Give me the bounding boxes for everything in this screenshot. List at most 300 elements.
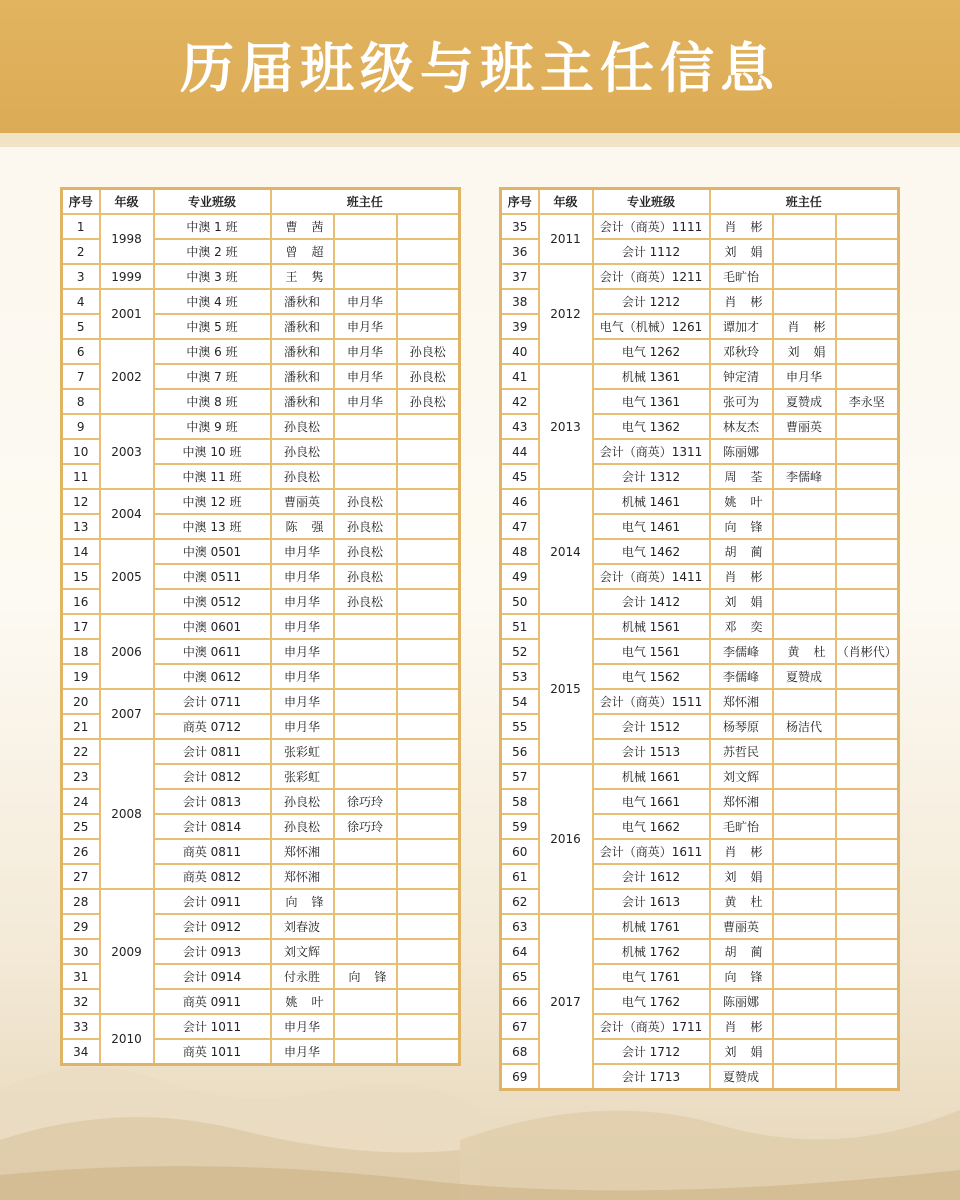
teacher-cell-3 <box>397 789 460 814</box>
teacher-cell-3: 孙良松 <box>397 364 460 389</box>
seq-cell: 3 <box>62 264 100 289</box>
teacher-cell-3 <box>397 739 460 764</box>
teacher-cell: 向锋 <box>710 964 773 989</box>
teacher-cell: 肖彬 <box>710 839 773 864</box>
teacher-cell-3: 孙良松 <box>397 339 460 364</box>
teacher-cell-2: 孙良松 <box>334 539 397 564</box>
class-cell: 会计 1112 <box>593 239 710 264</box>
class-table-right <box>499 187 900 1091</box>
seq-cell: 67 <box>501 1014 539 1039</box>
teacher-cell-3 <box>836 1039 899 1064</box>
teacher-cell-2: 申月华 <box>334 389 397 414</box>
teacher-cell-2: 向锋 <box>334 964 397 989</box>
seq-cell: 38 <box>501 289 539 314</box>
teacher-cell-3: 李永坚 <box>836 389 899 414</box>
teacher-cell: 肖彬 <box>710 289 773 314</box>
teacher-cell: 申月华 <box>271 689 334 714</box>
table-row <box>62 414 460 439</box>
class-cell: 会计 0913 <box>154 939 271 964</box>
table-row <box>501 264 899 289</box>
teacher-cell-2 <box>334 439 397 464</box>
teacher-cell-2 <box>773 564 836 589</box>
teacher-cell-3 <box>397 814 460 839</box>
class-cell: 商英 1011 <box>154 1039 271 1065</box>
class-cell: 电气 1362 <box>593 414 710 439</box>
grade-cell: 2016 <box>539 764 593 914</box>
grade-cell: 1999 <box>100 264 154 289</box>
teacher-cell-2 <box>773 1014 836 1039</box>
teacher-cell-2 <box>773 864 836 889</box>
seq-cell: 62 <box>501 889 539 914</box>
teacher-cell: 申月华 <box>271 639 334 664</box>
teacher-cell-3 <box>836 864 899 889</box>
teacher-cell-2: 孙良松 <box>334 514 397 539</box>
class-cell: 电气 1262 <box>593 339 710 364</box>
teacher-cell-2 <box>334 739 397 764</box>
teacher-cell: 钟定清 <box>710 364 773 389</box>
seq-cell: 69 <box>501 1064 539 1090</box>
seq-cell: 37 <box>501 264 539 289</box>
class-cell: 中澳 4 班 <box>154 289 271 314</box>
class-cell: 会计 1513 <box>593 739 710 764</box>
header-teacher: 班主任 <box>271 189 460 215</box>
class-cell: 电气 1762 <box>593 989 710 1014</box>
teacher-cell-2 <box>773 964 836 989</box>
seq-cell: 33 <box>62 1014 100 1039</box>
header-grade: 年级 <box>100 189 154 215</box>
teacher-cell: 张彩虹 <box>271 739 334 764</box>
teacher-cell: 孙良松 <box>271 439 334 464</box>
grade-cell: 2015 <box>539 614 593 764</box>
seq-cell: 41 <box>501 364 539 389</box>
teacher-cell-3 <box>397 489 460 514</box>
seq-cell: 59 <box>501 814 539 839</box>
teacher-cell: 郑怀湘 <box>710 689 773 714</box>
seq-cell: 60 <box>501 839 539 864</box>
seq-cell: 64 <box>501 939 539 964</box>
teacher-cell-2 <box>773 764 836 789</box>
table-row <box>62 339 460 364</box>
teacher-cell: 曾超 <box>271 239 334 264</box>
teacher-cell-3 <box>836 1064 899 1090</box>
teacher-cell-2 <box>773 814 836 839</box>
teacher-cell-2 <box>334 214 397 239</box>
seq-cell: 5 <box>62 314 100 339</box>
teacher-cell-2 <box>334 239 397 264</box>
seq-cell: 21 <box>62 714 100 739</box>
teacher-cell-3 <box>836 439 899 464</box>
class-cell: 会计（商英）1111 <box>593 214 710 239</box>
teacher-cell-3 <box>397 964 460 989</box>
class-cell: 会计 0711 <box>154 689 271 714</box>
teacher-cell-3 <box>397 664 460 689</box>
teacher-cell: 黄杜 <box>710 889 773 914</box>
teacher-cell-3 <box>397 414 460 439</box>
teacher-cell-3 <box>397 989 460 1014</box>
teacher-cell: 王隽 <box>271 264 334 289</box>
teacher-cell: 潘秋和 <box>271 364 334 389</box>
teacher-cell-3 <box>397 314 460 339</box>
seq-cell: 15 <box>62 564 100 589</box>
teacher-cell: 向锋 <box>710 514 773 539</box>
teacher-cell-3 <box>397 264 460 289</box>
teacher-cell: 刘娟 <box>710 239 773 264</box>
class-cell: 会计 1612 <box>593 864 710 889</box>
class-cell: 会计（商英）1511 <box>593 689 710 714</box>
teacher-cell: 孙良松 <box>271 464 334 489</box>
class-cell: 机械 1762 <box>593 939 710 964</box>
teacher-cell-2 <box>334 1039 397 1065</box>
seq-cell: 19 <box>62 664 100 689</box>
teacher-cell-3 <box>836 839 899 864</box>
class-cell: 会计 1312 <box>593 464 710 489</box>
teacher-cell-2 <box>773 1039 836 1064</box>
class-cell: 会计 0911 <box>154 889 271 914</box>
teacher-cell-3 <box>836 964 899 989</box>
grade-cell: 2002 <box>100 339 154 414</box>
teacher-cell-3 <box>836 564 899 589</box>
teacher-cell: 刘文辉 <box>710 764 773 789</box>
teacher-cell: 李儒峰 <box>710 639 773 664</box>
seq-cell: 53 <box>501 664 539 689</box>
seq-cell: 20 <box>62 689 100 714</box>
seq-cell: 27 <box>62 864 100 889</box>
teacher-cell: 陈丽娜 <box>710 439 773 464</box>
page-title: 历届班级与班主任信息 <box>180 37 780 100</box>
teacher-cell: 陈强 <box>271 514 334 539</box>
class-cell: 机械 1461 <box>593 489 710 514</box>
class-cell: 电气 1662 <box>593 814 710 839</box>
seq-cell: 17 <box>62 614 100 639</box>
teacher-cell-2 <box>334 664 397 689</box>
teacher-cell-3 <box>397 289 460 314</box>
class-cell: 电气（机械）1261 <box>593 314 710 339</box>
seq-cell: 2 <box>62 239 100 264</box>
header-teacher: 班主任 <box>710 189 899 215</box>
teacher-cell: 张彩虹 <box>271 764 334 789</box>
teacher-cell-2 <box>334 939 397 964</box>
seq-cell: 18 <box>62 639 100 664</box>
class-cell: 中澳 1 班 <box>154 214 271 239</box>
teacher-cell-2 <box>773 539 836 564</box>
teacher-cell-2 <box>334 914 397 939</box>
seq-cell: 13 <box>62 514 100 539</box>
class-cell: 中澳 2 班 <box>154 239 271 264</box>
teacher-cell-2 <box>773 889 836 914</box>
seq-cell: 55 <box>501 714 539 739</box>
teacher-cell-2 <box>334 264 397 289</box>
teacher-cell: 林友杰 <box>710 414 773 439</box>
teacher-cell-3 <box>836 939 899 964</box>
class-cell: 中澳 12 班 <box>154 489 271 514</box>
table-row <box>62 1014 460 1039</box>
class-cell: 商英 0811 <box>154 839 271 864</box>
class-cell: 会计 1011 <box>154 1014 271 1039</box>
seq-cell: 57 <box>501 764 539 789</box>
table-row <box>501 614 899 639</box>
teacher-cell-2: 徐巧玲 <box>334 789 397 814</box>
seq-cell: 26 <box>62 839 100 864</box>
class-cell: 会计（商英）1711 <box>593 1014 710 1039</box>
teacher-cell: 邓奕 <box>710 614 773 639</box>
seq-cell: 56 <box>501 739 539 764</box>
header-seq: 序号 <box>501 189 539 215</box>
teacher-cell-2 <box>334 989 397 1014</box>
class-cell: 机械 1561 <box>593 614 710 639</box>
teacher-cell: 刘春波 <box>271 914 334 939</box>
grade-cell: 2014 <box>539 489 593 614</box>
teacher-cell-2: 孙良松 <box>334 489 397 514</box>
teacher-cell-2 <box>334 464 397 489</box>
teacher-cell-3 <box>836 239 899 264</box>
teacher-cell-3 <box>836 714 899 739</box>
seq-cell: 11 <box>62 464 100 489</box>
teacher-cell: 郑怀湘 <box>271 839 334 864</box>
class-cell: 中澳 10 班 <box>154 439 271 464</box>
class-cell: 会计 1713 <box>593 1064 710 1090</box>
teacher-cell: 申月华 <box>271 1014 334 1039</box>
teacher-cell: 曹丽英 <box>710 914 773 939</box>
class-cell: 会计 1613 <box>593 889 710 914</box>
table-row <box>501 214 899 239</box>
teacher-cell: 李儒峰 <box>710 664 773 689</box>
teacher-cell-3 <box>836 989 899 1014</box>
class-cell: 机械 1661 <box>593 764 710 789</box>
grade-cell: 1998 <box>100 214 154 264</box>
class-cell: 电气 1462 <box>593 539 710 564</box>
seq-cell: 44 <box>501 439 539 464</box>
class-cell: 电气 1461 <box>593 514 710 539</box>
header-seq: 序号 <box>62 189 100 215</box>
class-cell: 会计（商英）1311 <box>593 439 710 464</box>
seq-cell: 16 <box>62 589 100 614</box>
teacher-cell-3 <box>397 564 460 589</box>
teacher-cell-3 <box>836 414 899 439</box>
teacher-cell-3 <box>836 364 899 389</box>
teacher-cell-3 <box>397 889 460 914</box>
teacher-cell-2 <box>334 689 397 714</box>
teacher-cell-3 <box>397 764 460 789</box>
class-cell: 中澳 0611 <box>154 639 271 664</box>
teacher-cell-2 <box>773 989 836 1014</box>
teacher-cell: 申月华 <box>271 539 334 564</box>
class-cell: 机械 1761 <box>593 914 710 939</box>
class-cell: 会计（商英）1611 <box>593 839 710 864</box>
seq-cell: 6 <box>62 339 100 364</box>
teacher-cell-3 <box>397 864 460 889</box>
teacher-cell-3 <box>836 539 899 564</box>
teacher-cell-2 <box>773 689 836 714</box>
seq-cell: 42 <box>501 389 539 414</box>
class-cell: 会计 1412 <box>593 589 710 614</box>
teacher-cell: 孙良松 <box>271 814 334 839</box>
teacher-cell: 胡蔺 <box>710 939 773 964</box>
teacher-cell-3 <box>397 1039 460 1065</box>
seq-cell: 35 <box>501 214 539 239</box>
teacher-cell: 周荃 <box>710 464 773 489</box>
teacher-cell-2 <box>773 1064 836 1090</box>
class-cell: 会计 0813 <box>154 789 271 814</box>
class-cell: 中澳 0512 <box>154 589 271 614</box>
seq-cell: 58 <box>501 789 539 814</box>
teacher-cell: 申月华 <box>271 589 334 614</box>
class-cell: 中澳 0612 <box>154 664 271 689</box>
seq-cell: 46 <box>501 489 539 514</box>
teacher-cell-2 <box>334 714 397 739</box>
teacher-cell-3 <box>836 789 899 814</box>
class-table-left <box>60 187 461 1066</box>
teacher-cell: 潘秋和 <box>271 339 334 364</box>
seq-cell: 25 <box>62 814 100 839</box>
seq-cell: 48 <box>501 539 539 564</box>
teacher-cell: 毛旷怡 <box>710 264 773 289</box>
teacher-cell-2: 刘娟 <box>773 339 836 364</box>
teacher-cell-2 <box>334 414 397 439</box>
banner-strip <box>0 133 960 147</box>
seq-cell: 47 <box>501 514 539 539</box>
seq-cell: 30 <box>62 939 100 964</box>
seq-cell: 45 <box>501 464 539 489</box>
teacher-cell-2 <box>334 764 397 789</box>
teacher-cell: 苏哲民 <box>710 739 773 764</box>
teacher-cell-3 <box>836 339 899 364</box>
teacher-cell-2 <box>334 864 397 889</box>
teacher-cell: 申月华 <box>271 1039 334 1065</box>
table-row <box>62 614 460 639</box>
teacher-cell-3 <box>397 1014 460 1039</box>
teacher-cell-3: （肖彬代） <box>836 639 899 664</box>
teacher-cell-3 <box>836 664 899 689</box>
teacher-cell-3 <box>836 1014 899 1039</box>
seq-cell: 36 <box>501 239 539 264</box>
teacher-cell-2 <box>773 789 836 814</box>
class-cell: 中澳 3 班 <box>154 264 271 289</box>
teacher-cell: 毛旷怡 <box>710 814 773 839</box>
teacher-cell-3 <box>836 514 899 539</box>
seq-cell: 50 <box>501 589 539 614</box>
teacher-cell-3 <box>836 489 899 514</box>
class-cell: 商英 0712 <box>154 714 271 739</box>
class-cell: 机械 1361 <box>593 364 710 389</box>
seq-cell: 39 <box>501 314 539 339</box>
teacher-cell-2: 夏赞成 <box>773 389 836 414</box>
teacher-cell-2: 申月华 <box>334 314 397 339</box>
seq-cell: 10 <box>62 439 100 464</box>
teacher-cell: 曹丽英 <box>271 489 334 514</box>
class-cell: 电气 1661 <box>593 789 710 814</box>
teacher-cell: 张可为 <box>710 389 773 414</box>
teacher-cell-3 <box>836 214 899 239</box>
teacher-cell: 肖彬 <box>710 214 773 239</box>
class-cell: 商英 0911 <box>154 989 271 1014</box>
table-row <box>501 489 899 514</box>
table-row <box>62 689 460 714</box>
teacher-cell-2 <box>773 289 836 314</box>
teacher-cell-3 <box>397 714 460 739</box>
teacher-cell: 申月华 <box>271 564 334 589</box>
teacher-cell-3 <box>836 264 899 289</box>
class-cell: 中澳 5 班 <box>154 314 271 339</box>
teacher-cell-3 <box>836 814 899 839</box>
seq-cell: 61 <box>501 864 539 889</box>
teacher-cell-3 <box>397 239 460 264</box>
teacher-cell-3 <box>836 589 899 614</box>
table-row <box>62 214 460 239</box>
teacher-cell: 肖彬 <box>710 1014 773 1039</box>
seq-cell: 31 <box>62 964 100 989</box>
teacher-cell: 潘秋和 <box>271 314 334 339</box>
teacher-cell-3 <box>397 614 460 639</box>
teacher-cell-2: 申月华 <box>334 289 397 314</box>
teacher-cell-2: 徐巧玲 <box>334 814 397 839</box>
teacher-cell-3 <box>397 464 460 489</box>
teacher-cell-3 <box>836 764 899 789</box>
teacher-cell-3 <box>836 614 899 639</box>
teacher-cell-3 <box>836 889 899 914</box>
class-cell: 中澳 0501 <box>154 539 271 564</box>
teacher-cell-3 <box>836 739 899 764</box>
teacher-cell-3 <box>397 639 460 664</box>
seq-cell: 28 <box>62 889 100 914</box>
teacher-cell-3 <box>836 689 899 714</box>
teacher-cell-2: 孙良松 <box>334 564 397 589</box>
seq-cell: 7 <box>62 364 100 389</box>
teacher-cell: 夏赞成 <box>710 1064 773 1090</box>
teacher-cell: 潘秋和 <box>271 389 334 414</box>
teacher-cell-2: 申月华 <box>773 364 836 389</box>
teacher-cell-2 <box>334 639 397 664</box>
teacher-cell-2: 李儒峰 <box>773 464 836 489</box>
table-row <box>62 264 460 289</box>
header-grade: 年级 <box>539 189 593 215</box>
teacher-cell: 陈丽娜 <box>710 989 773 1014</box>
table-row <box>62 889 460 914</box>
seq-cell: 14 <box>62 539 100 564</box>
teacher-cell: 向锋 <box>271 889 334 914</box>
teacher-cell-2 <box>773 939 836 964</box>
table-row <box>62 739 460 764</box>
grade-cell: 2008 <box>100 739 154 889</box>
teacher-cell-3 <box>397 514 460 539</box>
grade-cell: 2004 <box>100 489 154 539</box>
seq-cell: 66 <box>501 989 539 1014</box>
teacher-cell: 郑怀湘 <box>271 864 334 889</box>
seq-cell: 51 <box>501 614 539 639</box>
class-cell: 中澳 0601 <box>154 614 271 639</box>
teacher-cell-3 <box>397 689 460 714</box>
header-class: 专业班级 <box>154 189 271 215</box>
grade-cell: 2001 <box>100 289 154 339</box>
teacher-cell: 姚叶 <box>271 989 334 1014</box>
grade-cell: 2005 <box>100 539 154 614</box>
seq-cell: 29 <box>62 914 100 939</box>
teacher-cell-2: 孙良松 <box>334 589 397 614</box>
teacher-cell-2 <box>773 739 836 764</box>
header-class: 专业班级 <box>593 189 710 215</box>
teacher-cell-2: 申月华 <box>334 364 397 389</box>
grade-cell: 2010 <box>100 1014 154 1065</box>
teacher-cell-2 <box>334 889 397 914</box>
teacher-cell-3 <box>836 464 899 489</box>
teacher-cell-2 <box>773 489 836 514</box>
teacher-cell: 刘娟 <box>710 589 773 614</box>
class-cell: 会计 0811 <box>154 739 271 764</box>
seq-cell: 49 <box>501 564 539 589</box>
class-cell: 会计 1712 <box>593 1039 710 1064</box>
class-cell: 中澳 6 班 <box>154 339 271 364</box>
class-cell: 会计（商英）1411 <box>593 564 710 589</box>
class-cell: 会计 0812 <box>154 764 271 789</box>
